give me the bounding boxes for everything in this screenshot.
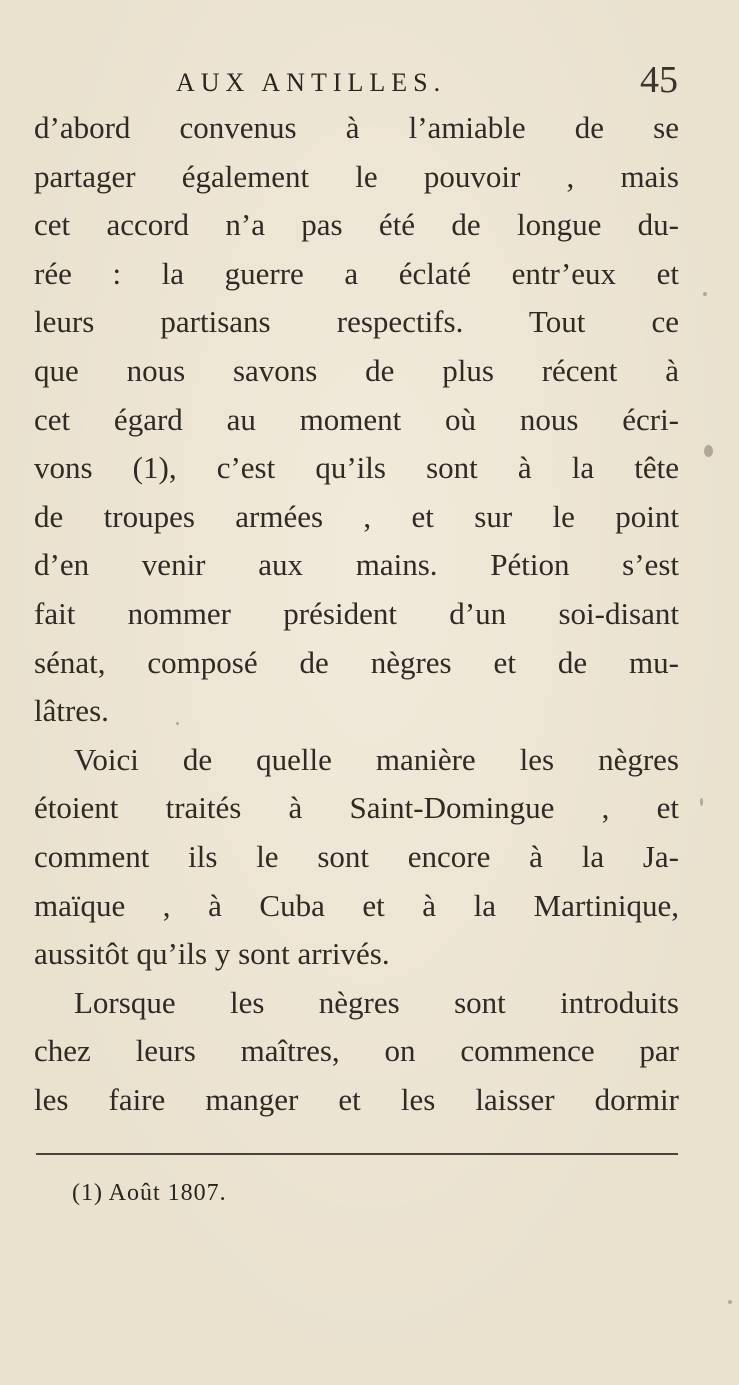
paragraph-start-line: Lorsque les nègres sont introduits bbox=[74, 984, 679, 1020]
footnote-rule bbox=[36, 1153, 678, 1155]
text-line: que nous savons de plus récent à bbox=[34, 352, 679, 388]
text-line: cet accord n’a pas été de longue du- bbox=[34, 207, 679, 243]
text-line: les faire manger et les laisser dormir bbox=[34, 1081, 679, 1117]
text-line: étoient traités à Saint-Domingue , et bbox=[34, 790, 679, 826]
text-line: rée : la guerre a éclaté entr’eux et bbox=[34, 255, 679, 291]
text-line: chez leurs maîtres, on commence par bbox=[34, 1033, 679, 1069]
paragraph-end-line: aussitôt qu’ils y sont arrivés. bbox=[34, 936, 390, 972]
page-number: 45 bbox=[640, 59, 678, 101]
running-title: AUX ANTILLES. bbox=[176, 68, 447, 97]
running-head bbox=[160, 58, 680, 102]
paragraph-start-line: Voici de quelle manière les nègres bbox=[74, 741, 679, 777]
paper-speck bbox=[703, 292, 707, 296]
paper-speck bbox=[728, 1300, 732, 1304]
text-line: cet égard au moment où nous écri- bbox=[34, 401, 679, 437]
text-line: sénat, composé de nègres et de mu- bbox=[34, 644, 679, 680]
paper-speck bbox=[704, 445, 713, 457]
text-line: maïque , à Cuba et à la Martinique, bbox=[34, 887, 679, 923]
text-line: de troupes armées , et sur le point bbox=[34, 498, 679, 534]
text-line: fait nommer président d’un soi-disant bbox=[34, 595, 679, 631]
paper-speck bbox=[700, 798, 703, 806]
text-line: leurs partisans respectifs. Tout ce bbox=[34, 304, 679, 340]
text-line: partager également le pouvoir , mais bbox=[34, 158, 679, 194]
text-line: vons (1), c’est qu’ils sont à la tête bbox=[34, 450, 679, 486]
paragraph-end-line: lâtres. bbox=[34, 693, 109, 729]
text-line: d’abord convenus à l’amiable de se bbox=[34, 110, 679, 145]
body-text bbox=[34, 104, 679, 1124]
footnote: (1) Août 1807. bbox=[72, 1180, 227, 1206]
paper-speck bbox=[176, 722, 179, 725]
text-line: d’en venir aux mains. Pétion s’est bbox=[34, 547, 679, 583]
text-line: comment ils le sont encore à la Ja- bbox=[34, 838, 679, 874]
